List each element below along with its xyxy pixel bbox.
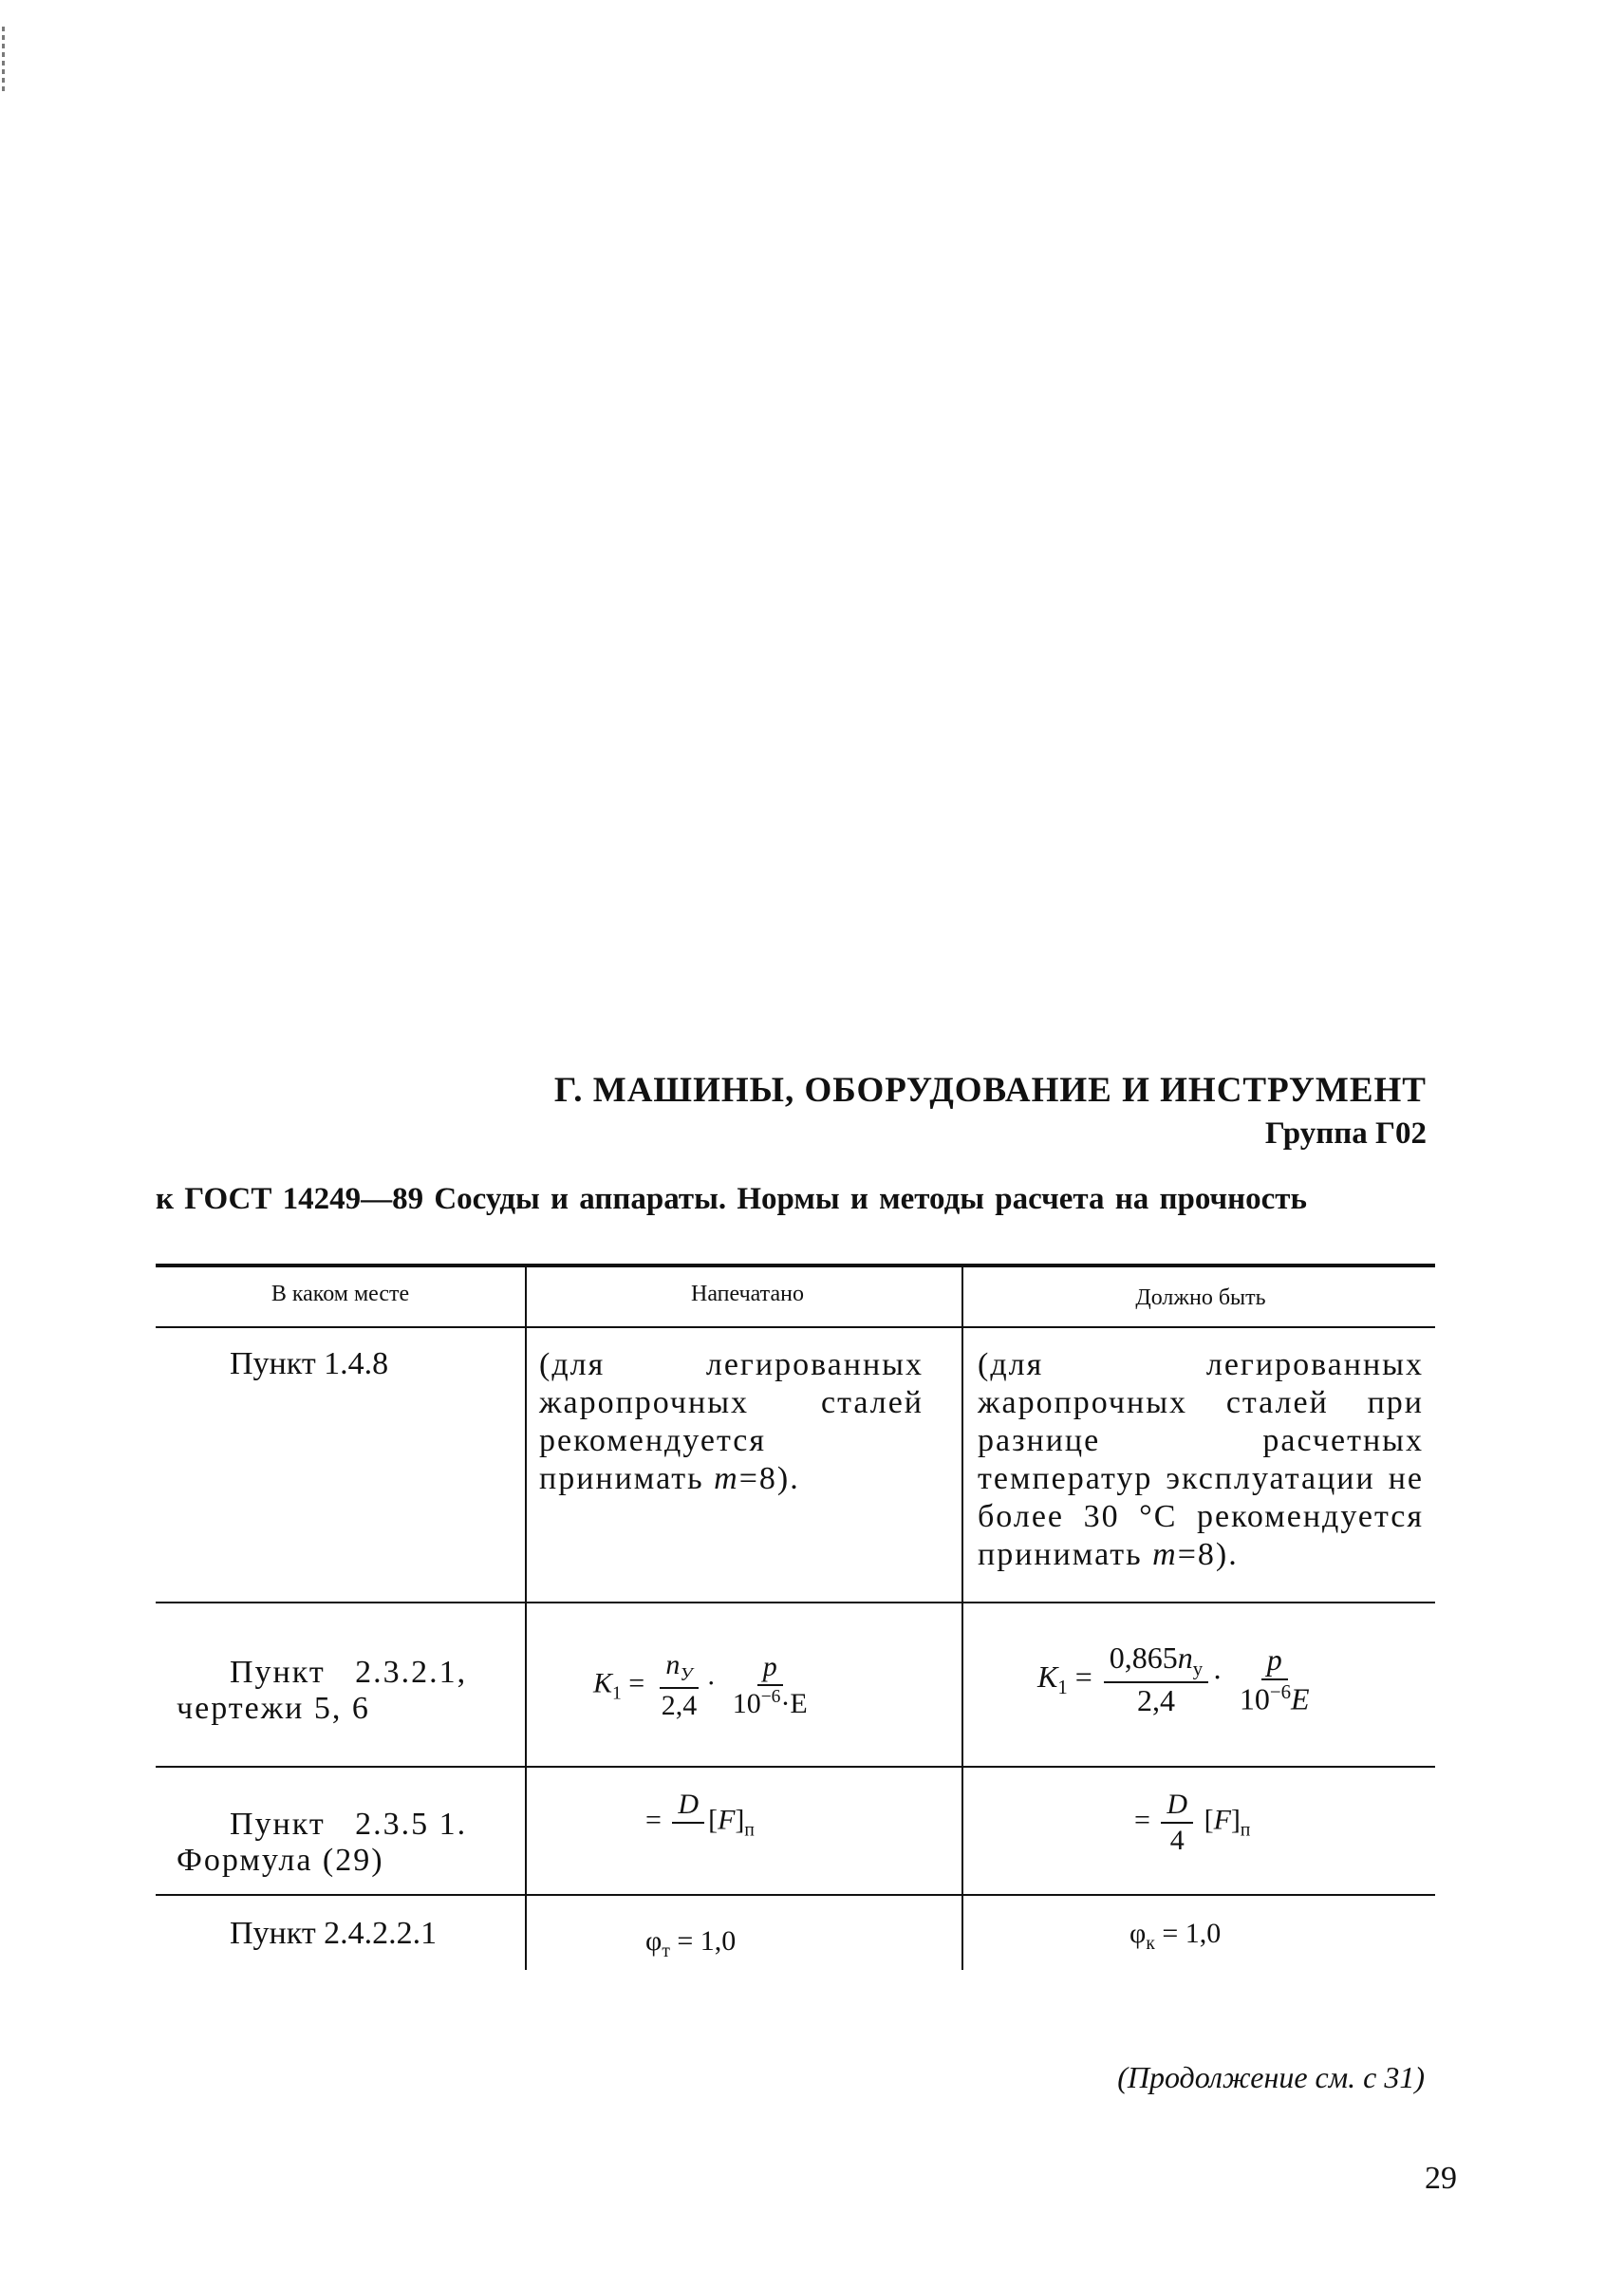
table-row-should-be: (для легированных жаропрочных сталей при разнице расчетных температур эксплуатации не более 30 °С рекомендуется принимать m=8). [978, 1347, 1424, 1572]
table-row-rule [156, 1766, 1435, 1768]
group-label: Группа Г02 [1264, 1116, 1427, 1151]
formula-correct-29: = $\frac{D}{4}$ $[F]_п$ [1134, 1789, 1251, 1856]
table-column-divider [961, 1264, 963, 1970]
table-header-rule [156, 1326, 1435, 1328]
document-title: к ГОСТ 14249—89 Сосуды и аппараты. Нормы и методы расчета на прочность [156, 1182, 1307, 1216]
section-title: Г. МАШИНЫ, ОБОРУДОВАНИЕ И ИНСТРУМЕНТ [553, 1071, 1427, 1110]
scan-edge-mark [2, 27, 5, 95]
column-header-should-be: Должно быть [1135, 1285, 1266, 1310]
formula-printed-29: = D $[F]_п$ [645, 1789, 755, 1841]
table-row-where: Пункт 1.4.8 [230, 1346, 389, 1381]
formula-correct-phi: $\varphi_к = 1,0$ [1129, 1918, 1222, 1954]
formula-printed-k1: $K_1$ = $\frac{n_У}{2,4}$ · $\frac{p}{10^{-6}\cdot E}$ [593, 1649, 808, 1722]
continuation-note: (Продолжение см. с 31) [1117, 2060, 1425, 2094]
table-row-printed: (для легированных жаропрочных сталей рекомендуется принимать m=8). [539, 1347, 924, 1496]
table-row-where: Пункт 2.4.2.2.1 [230, 1916, 438, 1951]
table-column-divider [525, 1264, 527, 1970]
table-row-rule [156, 1602, 1435, 1603]
table-top-rule [156, 1264, 1435, 1267]
column-header-where: В каком месте [271, 1282, 410, 1306]
page-number: 29 [1425, 2161, 1457, 2196]
formula-printed-phi: $\varphi_т = 1,0$ [645, 1925, 737, 1961]
table-row-where: Пункт 2.3.5 1. Формула (29) [177, 1807, 468, 1878]
table-row-where: Пункт 2.3.2.1, чертежи 5, 6 [177, 1655, 468, 1726]
table-row-rule [156, 1894, 1435, 1896]
column-header-printed: Напечатано [691, 1282, 804, 1306]
formula-correct-k1: $K_1$ = $\frac{0,865n_у}{2,4}$ · $\frac{p}{10^{-6}E}$ [1037, 1640, 1310, 1718]
